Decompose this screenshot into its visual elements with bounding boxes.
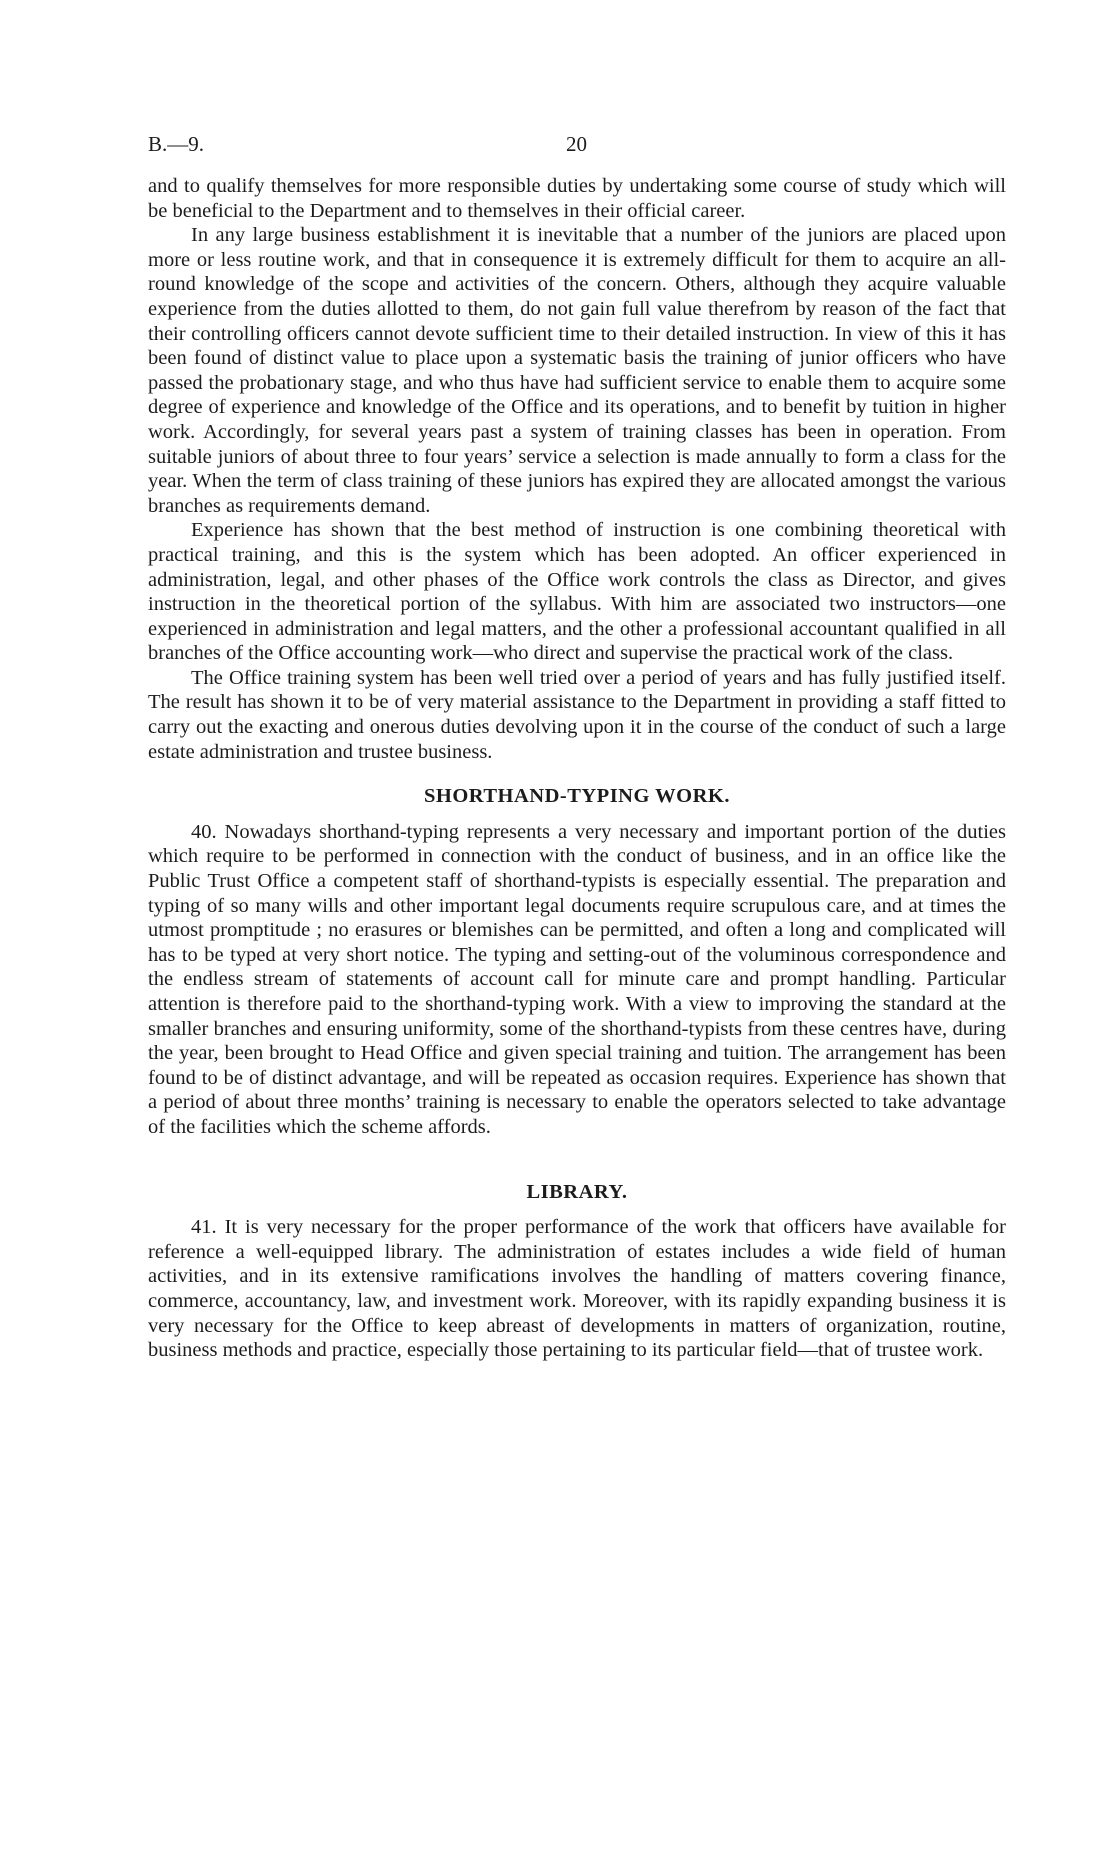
page-number: 20 xyxy=(566,132,587,156)
document-page xyxy=(148,132,1006,1363)
page-header xyxy=(148,132,1006,160)
document-reference: B.—9. xyxy=(148,132,205,156)
paragraph-continuation: and to qualify themselves for more responsible duties by undertaking some course of study which will be beneficial to the Department and to themselves in their official career. xyxy=(148,175,1006,222)
heading-library: LIBRARY. xyxy=(526,1180,628,1203)
heading-shorthand-typing: SHORTHAND-TYPING WORK. xyxy=(423,785,731,808)
document-body xyxy=(148,174,1006,1363)
paragraph-instruction-method: Experience has shown that the best method of instruction is one combining theoretical with practical training, and this is the system which has been adopted. An officer experienced in administration, legal, and other phases of the Office work controls the class as Director, and gives instruction in the theoretical portion of the syllabus. With him are associated two instructors—one experienced in administration and legal matters, and the other a professional accountant qualified in all branches of the Office accounting work—who direct and supervise the practical work of the class. xyxy=(148,519,1006,665)
paragraph-library: 41. It is very necessary for the proper performance of the work that officers have available for reference a well-equipped library. The administration of estates includes a wide field of human activities, and in its extensive ramifications involves the handling of matters covering finance, commerce, accountancy, law, and investment work. Moreover, with its rapidly expanding business it is very necessary for the Office to keep abreast of developments in matters of organization, routine, business methods and practice, especially those pertaining to its particular field—that of trustee work. xyxy=(148,1216,1006,1362)
paragraph-training-results: The Office training system has been well tried over a period of years and has fully justified itself. The result has shown it to be of very material assistance to the Department in providing a staff fitted to carry out the exacting and onerous duties devolving upon it in the course of the conduct of such a large estate administration and trustee business. xyxy=(148,666,1006,763)
paragraph-junior-training: In any large business establishment it is inevitable that a number of the juniors are placed upon more or less routine work, and that in consequence it is extremely difficult for them to acquire an all-round knowledge of the scope and activities of the concern. Others, although they acquire valuable experience from the duties allotted to them, do not gain full value therefrom by reason of the fact that their controlling officers cannot devote sufficient time to their detailed instruction. In view of this it has been found of distinct value to place upon a systematic basis the training of junior officers who have passed the probationary stage, and who thus have had sufficient service to enable them to acquire some degree of experience and knowledge of the Office and its operations, and to benefit by tuition in higher work. Accordingly, for several years past a system of training classes has been in operation. From suitable juniors of about three to four years’ service a selection is made annually to form a class for the year. When the term of class training of these juniors has expired they are allocated amongst the various branches as requirements demand. xyxy=(148,224,1006,517)
paragraph-shorthand-typing: 40. Nowadays shorthand-typing represents a very necessary and important portion of the duties which require to be performed in connection with the conduct of business, and in an office like the Public Trust Office a competent staff of shorthand-typists is especially essential. The preparation and typing of so many wills and other important legal documents require scrupulous care, and at times the utmost promptitude ; no erasures or blemishes can be permitted, and often a long and complicated will has to be typed at very short notice. The typing and setting-out of the voluminous correspondence and the endless stream of statements of account call for minute care and prompt handling. Particular attention is therefore paid to the shorthand-typing work. With a view to improving the standard at the smaller branches and ensuring uniformity, some of the shorthand-typists from these centres have, during the year, been brought to Head Office and given special training and tuition. The arrangement has been found to be of distinct advantage, and will be repeated as occasion requires. Experience has shown that a period of about three months’ training is necessary to enable the operators selected to take advantage of the facilities which the scheme affords. xyxy=(148,820,1006,1138)
